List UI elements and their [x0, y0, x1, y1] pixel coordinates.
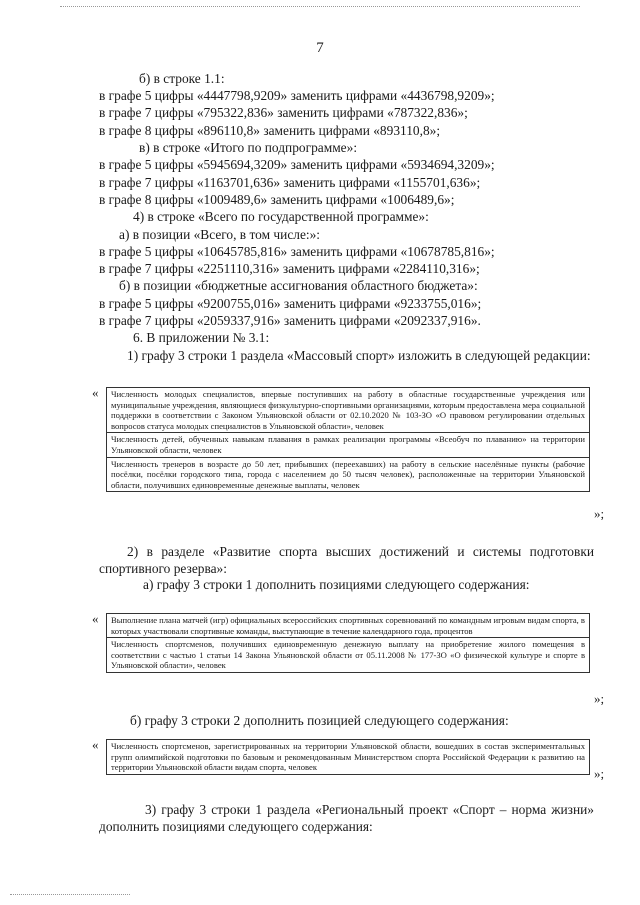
quote-open: « [92, 611, 99, 626]
amendment-line: в графе 8 цифры «1009489,6» заменить цифрами «1006489,6»; [99, 192, 455, 207]
paragraph-mass-sport: 1) графу 3 строки 1 раздела «Массовый спорт» изложить в следующей редакции: [127, 348, 591, 363]
amendment-line: в графе 5 цифры «9200755,016» заменить цифрами «9233755,016»; [99, 296, 482, 311]
quote-close: »; [594, 506, 605, 521]
paragraph-high-achievement: 2) в разделе «Развитие спорта высших достижений и системы подготовки спортивного резерва»: [99, 544, 594, 576]
quote-open: « [92, 385, 99, 400]
amendment-line: в графе 7 цифры «2251110,316» заменить цифрами «2284110,316»; [99, 261, 480, 276]
paragraph-regional-project: 3) графу 3 строки 1 раздела «Региональный проект «Спорт – норма жизни» дополнить позициями следующего содержания: [99, 802, 594, 834]
amendment-line: в графе 7 цифры «2059337,916» заменить цифрами «2092337,916». [99, 313, 481, 328]
indicator-cell: Численность спортсменов, зарегистрированных на территории Ульяновской области, вошедших в состав экспериментальных групп олимпийской подготовки по базовым и рекомендованным Министерством спорта Российской Федерации к развитию на территории Ульяновской области видам спорта, человек [111, 741, 585, 773]
quote-open: « [92, 737, 99, 752]
amendment-line: в графе 7 цифры «795322,836» заменить цифрами «787322,836»; [99, 105, 468, 120]
indicator-cell: Численность молодых специалистов, впервые поступивших на работу в областные государственные учреждения или муниципальные учреждения, являющиеся физкультурно-спортивными организациями, которым предоставлена мера социальной поддержки в соответствии с Законом Ульяновской области от 02.10.2020 № 103-ЗО «О правовом регулировании отдельных вопросов статуса молодых специалистов в Ульяновской области», человек [107, 388, 589, 433]
indicator-box-row1 [106, 613, 590, 673]
indicator-box-mass-sport [106, 387, 590, 492]
paragraph-row1-addition: а) графу 3 строки 1 дополнить позициями следующего содержания: [143, 577, 530, 592]
amendment-line: б) в позиции «бюджетные ассигнования областного бюджета»: [119, 278, 478, 293]
indicator-cell: Выполнение плана матчей (игр) официальных всероссийских спортивных соревнований по командным игровым видам спорта, в которых участвовали спортивные команды, выступающие в течение календарного года, процентов [107, 614, 589, 638]
quote-close: »; [594, 766, 605, 781]
amendment-line: б) в строке 1.1: [139, 71, 225, 86]
amendment-line: в графе 7 цифры «1163701,636» заменить цифрами «1155701,636»; [99, 175, 481, 190]
amendment-line: в графе 8 цифры «896110,8» заменить цифрами «893110,8»; [99, 123, 441, 138]
amendment-line: в) в строке «Итого по подпрограмме»: [139, 140, 358, 155]
amendment-line: в графе 5 цифры «4447798,9209» заменить цифрами «4436798,9209»; [99, 88, 495, 103]
amendment-line: в графе 5 цифры «5945694,3209» заменить цифрами «5934694,3209»; [99, 157, 495, 172]
paragraph-row2-addition: б) графу 3 строки 2 дополнить позицией следующего содержания: [130, 713, 509, 728]
amendment-line: в графе 5 цифры «10645785,816» заменить цифрами «10678785,816»; [99, 244, 495, 259]
page-number: 7 [316, 40, 324, 56]
amendment-line: 6. В приложении № 3.1: [133, 330, 270, 345]
indicator-cell: Численность спортсменов, получивших единовременную денежную выплату на приобретение жилого помещения в соответствии с частью 1 статьи 14 Закона Ульяновской области от 05.11.2008 № 177-ЗО «О физической культуре и спорте в Ульяновской области», человек [111, 639, 585, 671]
indicator-cell: Численность тренеров в возрасте до 50 лет, прибывших (переехавших) на работу в сельские населённые пункты (рабочие посёлки, посёлки городского типа, города с населением до 50 тысяч человек), расположенные на территории Ульяновской области, получивших единовременные денежные выплаты, человек [111, 458, 585, 490]
indicator-box-row2 [106, 739, 590, 775]
indicator-cell: Численность детей, обученных навыкам плавания в рамках реализации программы «Всеобуч по плаванию» на территории Ульяновской области, человек [107, 433, 589, 457]
quote-close: »; [594, 691, 605, 706]
scan-artifact-top [60, 6, 580, 8]
scan-artifact-bottom [10, 894, 130, 896]
amendment-line: 4) в строке «Всего по государственной программе»: [133, 209, 429, 224]
amendment-line: а) в позиции «Всего, в том числе:»: [119, 227, 321, 242]
